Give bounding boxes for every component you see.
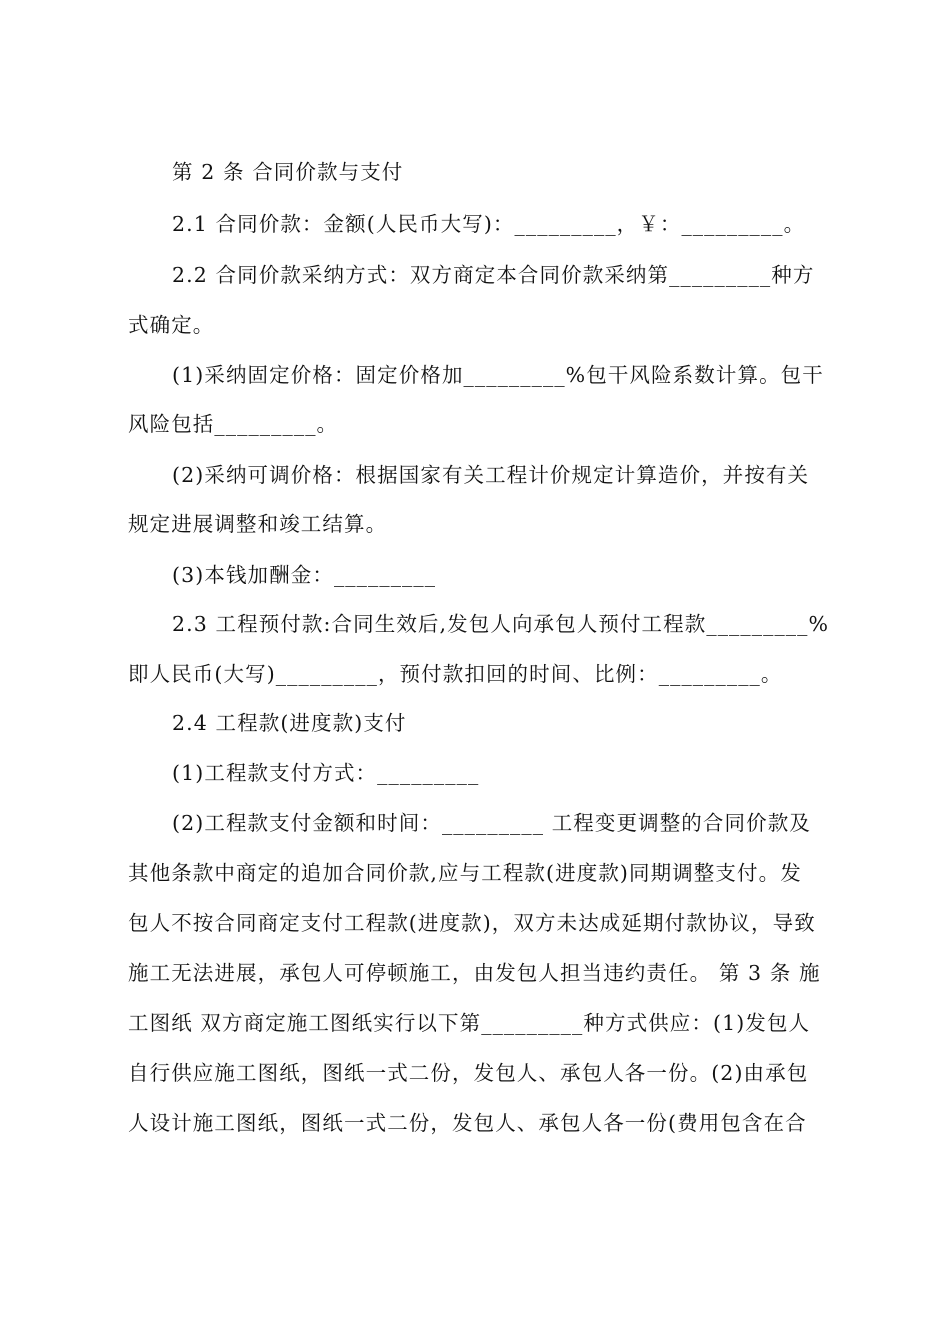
item-cost-plus: (3)本钱加酬金：_________ xyxy=(172,563,437,587)
clause-2-2-line-1: 2.2 合同价款采纳方式：双方商定本合同价款采纳第_________种方 xyxy=(172,263,815,287)
clause-2-3-line-1: 2.3 工程预付款:合同生效后,发包人向承包人预付工程款_________% xyxy=(172,612,830,636)
clause-2-4: 2.4 工程款(进度款)支付 xyxy=(172,711,407,735)
item-payment-amount-line-1: (2)工程款支付金额和时间：_________ 工程变更调整的合同价款及 xyxy=(172,811,811,835)
clause-2-2-line-2: 式确定。 xyxy=(128,313,215,337)
item-payment-method: (1)工程款支付方式：_________ xyxy=(172,761,480,785)
article-3-line-3: 人设计施工图纸，图纸一式二份，发包人、承包人各一份(费用包含在合 xyxy=(128,1111,807,1135)
item-payment-amount-line-4: 施工无法进展，承包人可停顿施工，由发包人担当违约责任。 第 3 条 施 xyxy=(128,961,821,985)
item-payment-amount-line-2: 其他条款中商定的追加合同价款,应与工程款(进度款)同期调整支付。发 xyxy=(128,861,802,885)
clause-2-1: 2.1 合同价款：金额(人民币大写)：_________，￥：_________。 xyxy=(172,212,806,236)
item-fixed-price-line-1: (1)采纳固定价格：固定价格加_________%包干风险系数计算。包干 xyxy=(172,363,824,387)
item-adjustable-price-line-1: (2)采纳可调价格：根据国家有关工程计价规定计算造价，并按有关 xyxy=(172,463,810,487)
article-3-line-1: 工图纸 双方商定施工图纸实行以下第_________种方式供应：(1)发包人 xyxy=(128,1011,811,1035)
item-adjustable-price-line-2: 规定进展调整和竣工结算。 xyxy=(128,512,388,536)
clause-2-3-line-2: 即人民币(大写)_________，预付款扣回的时间、比例：_________。 xyxy=(128,662,783,686)
item-payment-amount-line-3: 包人不按合同商定支付工程款(进度款)，双方未达成延期付款协议，导致 xyxy=(128,911,816,935)
heading-article-2: 第 2 条 合同价款与支付 xyxy=(172,160,404,184)
item-fixed-price-line-2: 风险包括_________。 xyxy=(128,412,339,436)
article-3-line-2: 自行供应施工图纸，图纸一式二份，发包人、承包人各一份。(2)由承包 xyxy=(128,1061,809,1085)
